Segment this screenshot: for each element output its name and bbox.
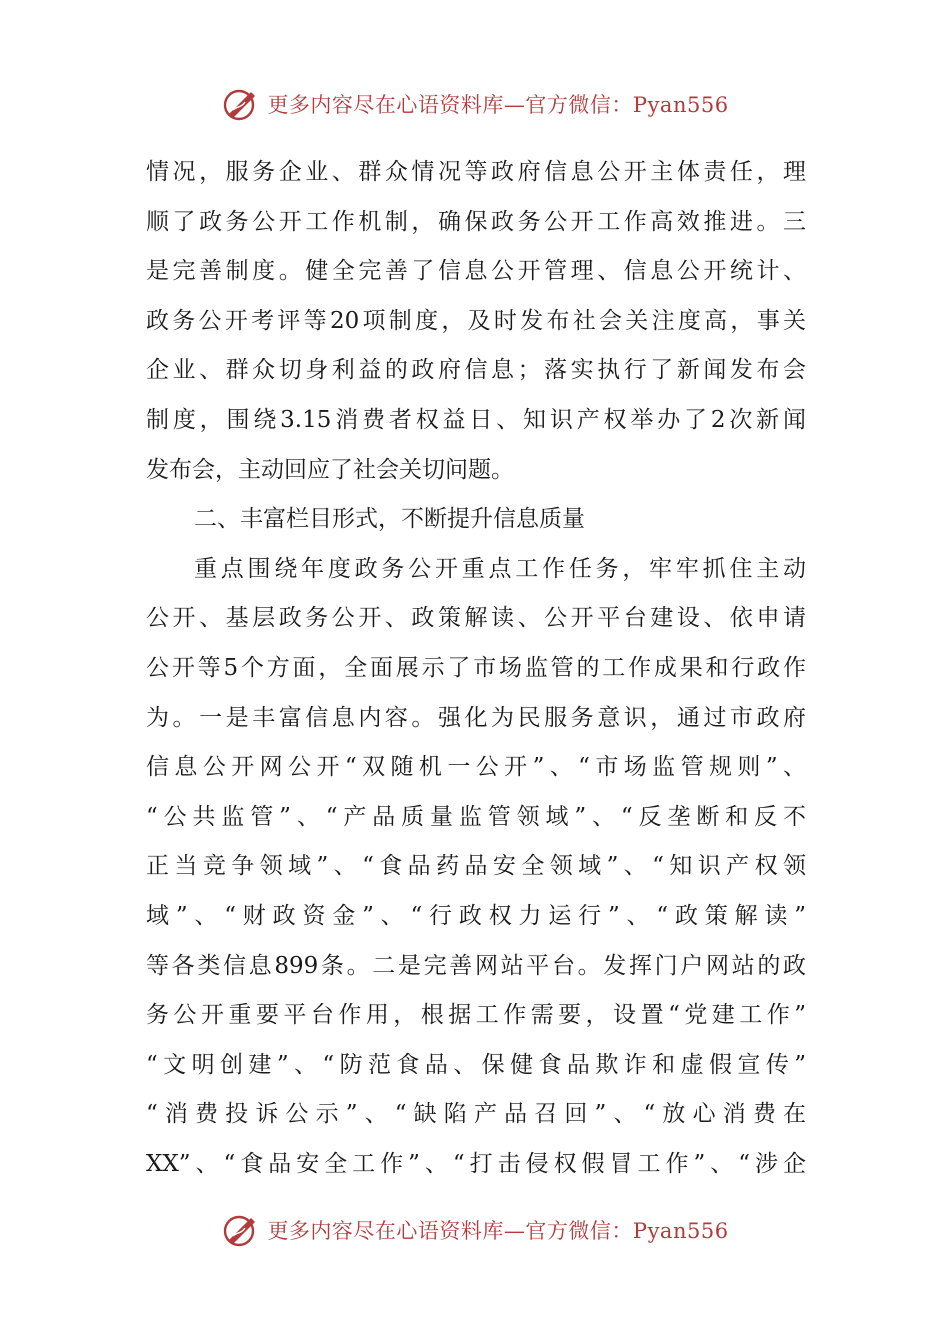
body-line: 制度，围绕3.15消费者权益日、知识产权举办了2次新闻 bbox=[146, 406, 806, 433]
body-line: XX”、“食品安全工作”、“打击侵权假冒工作”、“涉企 bbox=[146, 1150, 806, 1177]
body-line: 正当竞争领域”、“食品药品安全领域”、“知识产权领 bbox=[146, 853, 806, 880]
pen-circle-logo-icon bbox=[221, 1210, 261, 1250]
body-line: 是完善制度。健全完善了信息公开管理、信息公开统计、 bbox=[146, 258, 806, 285]
body-line: 政务公开考评等20项制度，及时发布社会关注度高，事关 bbox=[146, 307, 806, 334]
footer-watermark bbox=[0, 1210, 950, 1250]
body-line: 公开、基层政务公开、政策解读、公开平台建设、依申请 bbox=[146, 605, 806, 632]
body-line: 企业、群众切身利益的政府信息；落实执行了新闻发布会 bbox=[146, 357, 806, 384]
document-body bbox=[146, 148, 806, 1189]
watermark-text: 更多内容尽在心语资料库—官方微信：Pyan556 bbox=[267, 1219, 729, 1243]
body-line: 务公开重要平台作用，根据工作需要，设置“党建工作” bbox=[146, 1002, 806, 1029]
body-line: 信息公开网公开“双随机一公开”、“市场监管规则”、 bbox=[146, 754, 806, 781]
body-line: 为。一是丰富信息内容。强化为民服务意识，通过市政府 bbox=[146, 704, 806, 731]
body-line: 域”、“财政资金”、“行政权力运行”、“政策解读” bbox=[146, 902, 806, 929]
body-line: 重点围绕年度政务公开重点工作任务，牢牢抓住主动 bbox=[194, 555, 806, 582]
pen-circle-logo-icon bbox=[221, 84, 261, 124]
watermark-text: 更多内容尽在心语资料库—官方微信：Pyan556 bbox=[267, 93, 729, 117]
section-heading: 二、丰富栏目形式，不断提升信息质量 bbox=[194, 506, 585, 533]
body-line: 顺了政务公开工作机制，确保政务公开工作高效推进。三 bbox=[146, 208, 806, 235]
body-line: 情况，服务企业、群众情况等政府信息公开主体责任，理 bbox=[146, 159, 806, 185]
body-line: 等各类信息899条。二是完善网站平台。发挥门户网站的政 bbox=[146, 952, 806, 979]
body-line: “消费投诉公示”、“缺陷产品召回”、“放心消费在 bbox=[146, 1101, 806, 1128]
body-line: “公共监管”、“产品质量监管领域”、“反垄断和反不 bbox=[146, 803, 806, 830]
body-line: “文明创建”、“防范食品、保健食品欺诈和虚假宣传” bbox=[146, 1051, 806, 1078]
header-watermark bbox=[0, 84, 950, 124]
body-line: 公开等5个方面，全面展示了市场监管的工作成果和行政作 bbox=[146, 654, 806, 681]
body-line: 发布会，主动回应了社会关切问题。 bbox=[146, 456, 514, 483]
